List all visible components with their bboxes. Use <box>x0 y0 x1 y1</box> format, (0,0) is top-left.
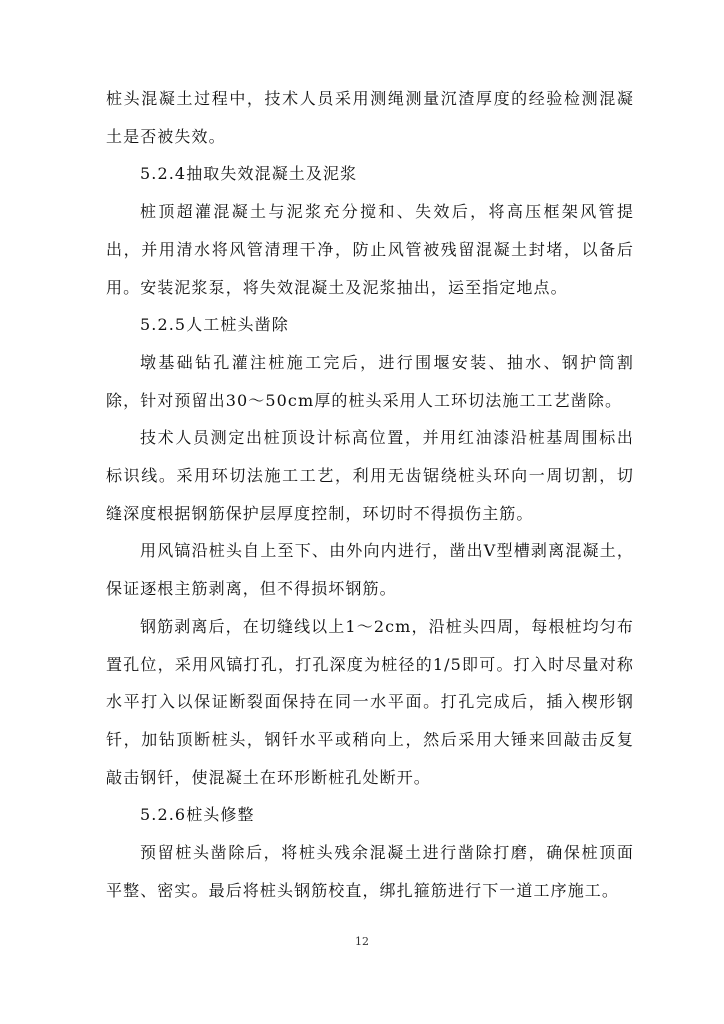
page-number: 12 <box>355 935 369 948</box>
paragraph: 墩基础钻孔灌注桩施工完后，进行围堰安装、抽水、钢护筒割除，针对预留出30～50cm厚的桩头采用人工环切法施工工艺凿除。 <box>106 352 634 410</box>
paragraph: 预留桩头凿除后，将桩头残余混凝土进行凿除打磨，确保桩顶面平整、密实。最后将桩头钢筋校直，绑扎箍筋进行下一道工序施工。 <box>106 843 634 900</box>
section-heading: 5.2.6桩头修整 <box>140 805 255 825</box>
paragraph: 钢筋剥离后，在切缝线以上1～2cm，沿桩头四周，每根桩均匀布置孔位，采用风镐打孔，打孔深度为桩径的1/5即可。打入时尽量对称水平打入以保证断裂面保持在同一水平面。打孔完成后，插入楔形钢钎，加钻顶断桩头，钢钎水平或稍向上，然后采用大锤来回敲击反复敲击钢钎，使混凝土在环形断桩孔处断开。 <box>106 616 634 787</box>
section-heading: 5.2.5人工桩头凿除 <box>140 315 289 335</box>
paragraph: 桩头混凝土过程中，技术人员采用测绳测量沉渣厚度的经验检测混凝土是否被失效。 <box>106 89 634 146</box>
paragraph: 用风镐沿桩头自上至下、由外向内进行，凿出V型槽剥离混凝土，保证逐根主筋剥离，但不得损坏钢筋。 <box>106 541 634 599</box>
paragraph: 桩顶超灌混凝土与泥浆充分搅和、失效后，将高压框架风管提出，并用清水将风管清理干净，防止风管被残留混凝土封堵，以备后用。安装泥浆泵，将失效混凝土及泥浆抽出，运至指定地点。 <box>106 202 634 297</box>
body-text <box>106 80 634 909</box>
section-heading: 5.2.4抽取失效混凝土及泥浆 <box>140 164 358 184</box>
paragraph: 技术人员测定出桩顶设计标高位置，并用红油漆沿桩基周围标出标识线。采用环切法施工工艺，利用无齿锯绕桩头环向一周切割，切缝深度根据钢筋保护层厚度控制，环切时不得损伤主筋。 <box>106 428 634 523</box>
